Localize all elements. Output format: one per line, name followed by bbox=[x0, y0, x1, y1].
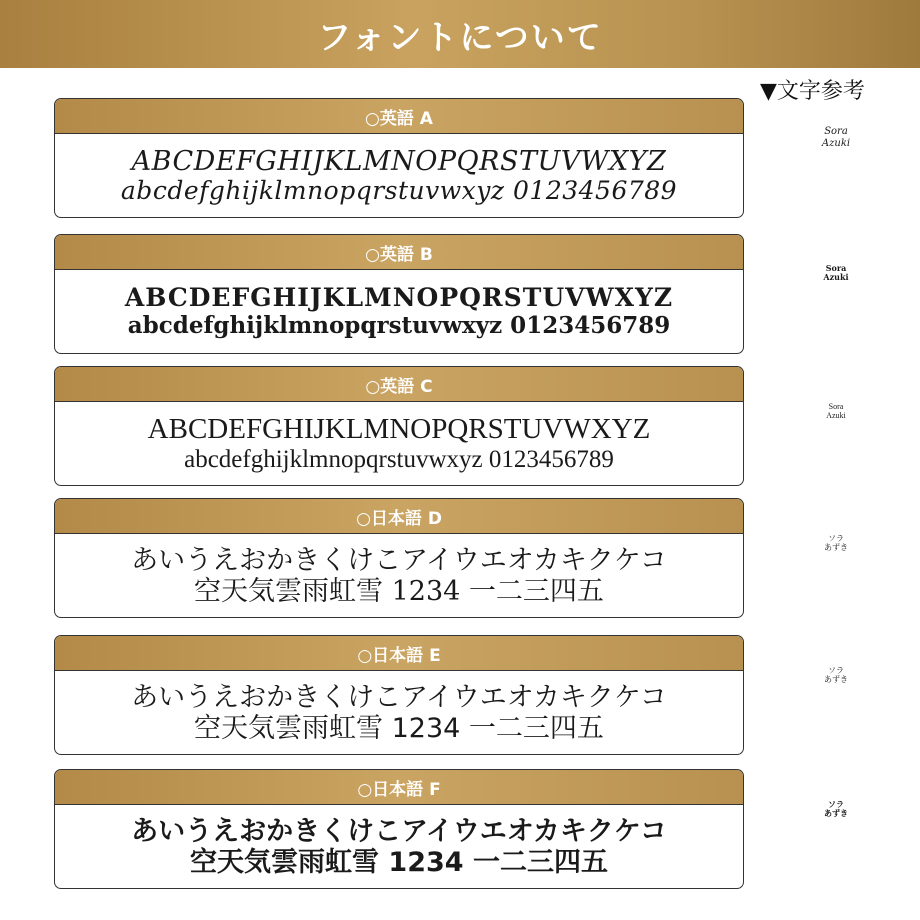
font-panel-c bbox=[54, 366, 744, 486]
font-panel-label: ○日本語 D bbox=[55, 499, 743, 534]
font-sample-body bbox=[55, 134, 743, 218]
uppercase-sample: ABCDEFGHIJKLMNOPQRSTUVWXYZ bbox=[124, 283, 674, 313]
name-sample-f bbox=[752, 800, 920, 818]
kanji-digits-sample: 空天気雲雨虹雪 1234 一二三四五 bbox=[194, 713, 604, 744]
name-sample-line-1: ソラ bbox=[828, 800, 844, 809]
font-panel-f bbox=[54, 769, 744, 889]
font-panel-label: ○英語 B bbox=[55, 235, 743, 270]
name-sample-line-2: あずき bbox=[824, 543, 848, 553]
kana-sample: あいうえおかきくけこアイウエオカキクケコ bbox=[131, 544, 667, 576]
kanji-digits-sample: 空天気雲雨虹雪 1234 一二三四五 bbox=[190, 847, 608, 878]
lowercase-digits-sample: abcdefghijklmnopqrstuvwxyz 0123456789 bbox=[127, 312, 671, 340]
name-sample-line-2: Azuki bbox=[821, 137, 851, 149]
font-panel-label: ○英語 A bbox=[55, 99, 743, 134]
font-panel-label: ○英語 C bbox=[55, 367, 743, 402]
name-sample-b bbox=[752, 264, 920, 282]
font-panel-label: ○日本語 F bbox=[55, 770, 743, 805]
name-sample-line-1: Sora bbox=[828, 402, 844, 411]
name-sample-line-1: Sora bbox=[825, 263, 847, 273]
page-title: フォントについて bbox=[317, 17, 603, 58]
font-sample-body bbox=[55, 671, 743, 755]
font-panel-d bbox=[54, 498, 744, 618]
name-sample-d bbox=[752, 534, 920, 552]
uppercase-sample: ABCDEFGHIJKLMNOPQRSTUVWXYZ bbox=[147, 412, 651, 445]
font-sample-body bbox=[55, 270, 743, 354]
font-sample-body bbox=[55, 534, 743, 618]
font-sample-body bbox=[55, 805, 743, 889]
kana-sample: あいうえおかきくけこアイウエオカキクケコ bbox=[131, 681, 667, 713]
kanji-digits-sample: 空天気雲雨虹雪 1234 一二三四五 bbox=[194, 576, 604, 607]
reference-label: ▼文字参考 bbox=[760, 79, 865, 104]
font-sample-body bbox=[55, 402, 743, 486]
name-sample-c bbox=[752, 402, 920, 420]
name-sample-line-2: あずき bbox=[824, 675, 848, 685]
uppercase-sample: ABCDEFGHIJKLMNOPQRSTUVWXYZ bbox=[131, 146, 667, 178]
name-sample-line-1: ソラ bbox=[828, 666, 844, 675]
name-sample-line-2: あずき bbox=[824, 809, 848, 819]
font-panel-a bbox=[54, 98, 744, 218]
lowercase-digits-sample: abcdefghijklmnopqrstuvwxyz 0123456789 bbox=[184, 446, 614, 474]
name-sample-line-1: Sora bbox=[824, 126, 848, 137]
name-sample-e bbox=[752, 666, 920, 684]
name-sample-line-2: Azuki bbox=[826, 411, 846, 421]
kana-sample: あいうえおかきくけこアイウエオカキクケコ bbox=[131, 815, 667, 847]
font-panel-b bbox=[54, 234, 744, 354]
name-sample-line-2: Azuki bbox=[823, 272, 849, 283]
lowercase-digits-sample: abcdefghijklmnopqrstuvwxyz 0123456789 bbox=[120, 176, 678, 206]
font-panel-e bbox=[54, 635, 744, 755]
name-sample-line-1: ソラ bbox=[828, 534, 844, 543]
page-header bbox=[0, 0, 920, 68]
name-sample-a bbox=[752, 126, 920, 149]
font-panel-label: ○日本語 E bbox=[55, 636, 743, 671]
